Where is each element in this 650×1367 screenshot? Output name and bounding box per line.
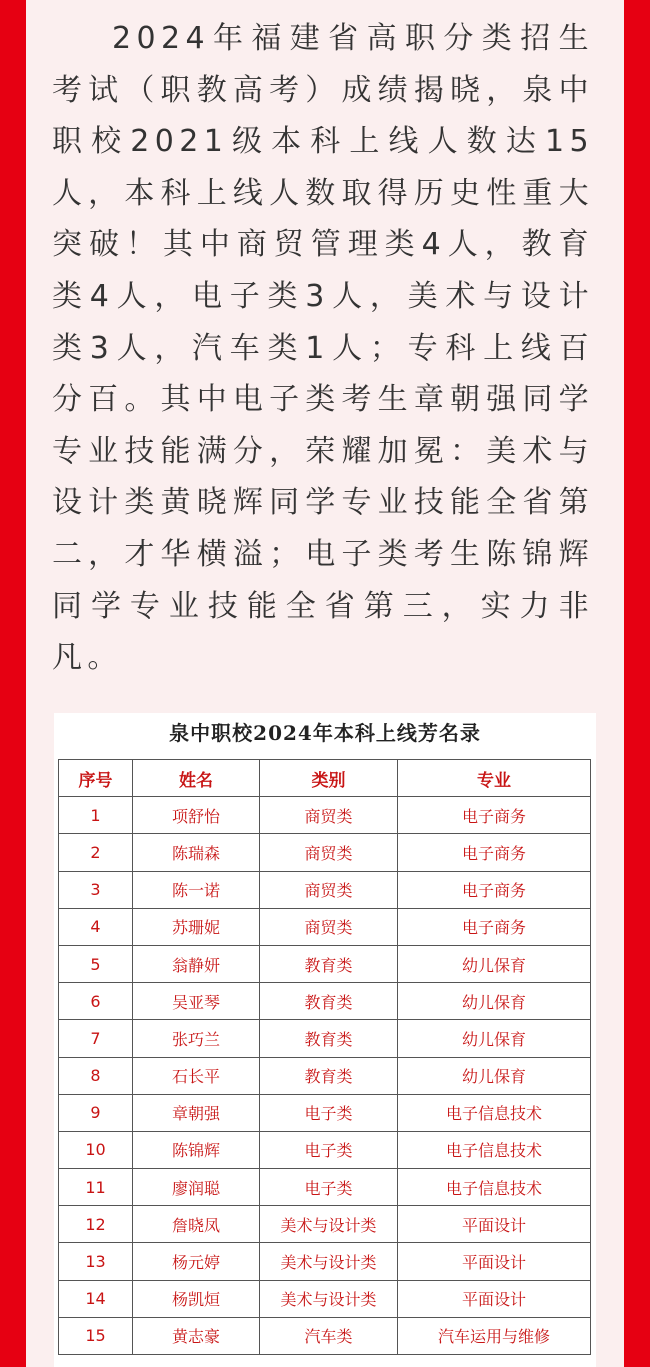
cell-index: 6	[59, 983, 133, 1020]
content-panel	[26, 0, 624, 1367]
cell-index: 4	[59, 908, 133, 945]
table-row	[59, 1020, 591, 1057]
cell-name: 杨元婷	[133, 1243, 260, 1280]
table-row	[59, 1206, 591, 1243]
cell-category: 汽车类	[260, 1317, 398, 1354]
cell-major: 幼儿保育	[398, 1057, 591, 1094]
cell-major: 电子商务	[398, 871, 591, 908]
roster-header-row	[59, 760, 591, 797]
cell-index: 13	[59, 1243, 133, 1280]
cell-index: 10	[59, 1131, 133, 1168]
table-row	[59, 1317, 591, 1354]
cell-category: 商贸类	[260, 834, 398, 871]
cell-index: 15	[59, 1317, 133, 1354]
roster-body	[59, 797, 591, 1355]
cell-name: 廖润聪	[133, 1169, 260, 1206]
cell-name: 杨凯烜	[133, 1280, 260, 1317]
cell-index: 12	[59, 1206, 133, 1243]
cell-index: 14	[59, 1280, 133, 1317]
cell-index: 5	[59, 945, 133, 982]
cell-name: 詹晓凤	[133, 1206, 260, 1243]
table-row	[59, 908, 591, 945]
header-index: 序号	[59, 760, 133, 797]
cell-name: 张巧兰	[133, 1020, 260, 1057]
table-row	[59, 1169, 591, 1206]
cell-major: 平面设计	[398, 1206, 591, 1243]
cell-category: 商贸类	[260, 797, 398, 834]
table-row	[59, 834, 591, 871]
cell-name: 翁静妍	[133, 945, 260, 982]
cell-index: 2	[59, 834, 133, 871]
article-paragraph: 2024年福建省高职分类招生考试（职教高考）成绩揭晓，泉中职校2021级本科上线人数达15人，本科上线人数取得历史性重大突破！其中商贸管理类4人，教育类4人，电子类3人，美术与设计类3人，汽车类1人；专科上线百分百。其中电子类考生章朝强同学专业技能满分，荣耀加冕：美术与设计类黄晓辉同学专业技能全省第二，才华横溢；电子类考生陈锦辉同学专业技能全省第三，实力非凡。	[52, 21, 594, 676]
table-row	[59, 1243, 591, 1280]
table-row	[59, 983, 591, 1020]
cell-name: 陈一诺	[133, 871, 260, 908]
cell-category: 美术与设计类	[260, 1243, 398, 1280]
cell-major: 幼儿保育	[398, 1020, 591, 1057]
cell-name: 石长平	[133, 1057, 260, 1094]
cell-major: 电子商务	[398, 797, 591, 834]
cell-category: 教育类	[260, 945, 398, 982]
cell-major: 电子商务	[398, 908, 591, 945]
table-row	[59, 797, 591, 834]
cell-name: 陈锦辉	[133, 1131, 260, 1168]
cell-category: 教育类	[260, 1020, 398, 1057]
table-row	[59, 1131, 591, 1168]
table-row	[59, 1094, 591, 1131]
cell-name: 苏珊妮	[133, 908, 260, 945]
cell-category: 教育类	[260, 1057, 398, 1094]
cell-name: 陈瑞森	[133, 834, 260, 871]
header-name: 姓名	[133, 760, 260, 797]
cell-category: 美术与设计类	[260, 1206, 398, 1243]
cell-category: 电子类	[260, 1094, 398, 1131]
cell-index: 11	[59, 1169, 133, 1206]
cell-major: 电子信息技术	[398, 1131, 591, 1168]
roster-table	[58, 759, 591, 1355]
roster-image	[54, 713, 596, 1367]
roster-title: 泉中职校2024年本科上线芳名录	[169, 721, 481, 745]
cell-name: 章朝强	[133, 1094, 260, 1131]
cell-category: 美术与设计类	[260, 1280, 398, 1317]
cell-major: 汽车运用与维修	[398, 1317, 591, 1354]
cell-index: 3	[59, 871, 133, 908]
cell-major: 电子商务	[398, 834, 591, 871]
cell-index: 7	[59, 1020, 133, 1057]
cell-category: 电子类	[260, 1131, 398, 1168]
cell-major: 幼儿保育	[398, 945, 591, 982]
cell-major: 电子信息技术	[398, 1094, 591, 1131]
cell-major: 平面设计	[398, 1280, 591, 1317]
cell-category: 商贸类	[260, 871, 398, 908]
header-category: 类别	[260, 760, 398, 797]
cell-major: 平面设计	[398, 1243, 591, 1280]
cell-index: 8	[59, 1057, 133, 1094]
cell-category: 电子类	[260, 1169, 398, 1206]
table-row	[59, 945, 591, 982]
cell-category: 商贸类	[260, 908, 398, 945]
table-row	[59, 871, 591, 908]
table-row	[59, 1057, 591, 1094]
table-row	[59, 1280, 591, 1317]
cell-index: 1	[59, 797, 133, 834]
cell-name: 黄志豪	[133, 1317, 260, 1354]
header-major: 专业	[398, 760, 591, 797]
cell-name: 吴亚琴	[133, 983, 260, 1020]
cell-category: 教育类	[260, 983, 398, 1020]
cell-major: 幼儿保育	[398, 983, 591, 1020]
cell-index: 9	[59, 1094, 133, 1131]
cell-major: 电子信息技术	[398, 1169, 591, 1206]
cell-name: 项舒怡	[133, 797, 260, 834]
